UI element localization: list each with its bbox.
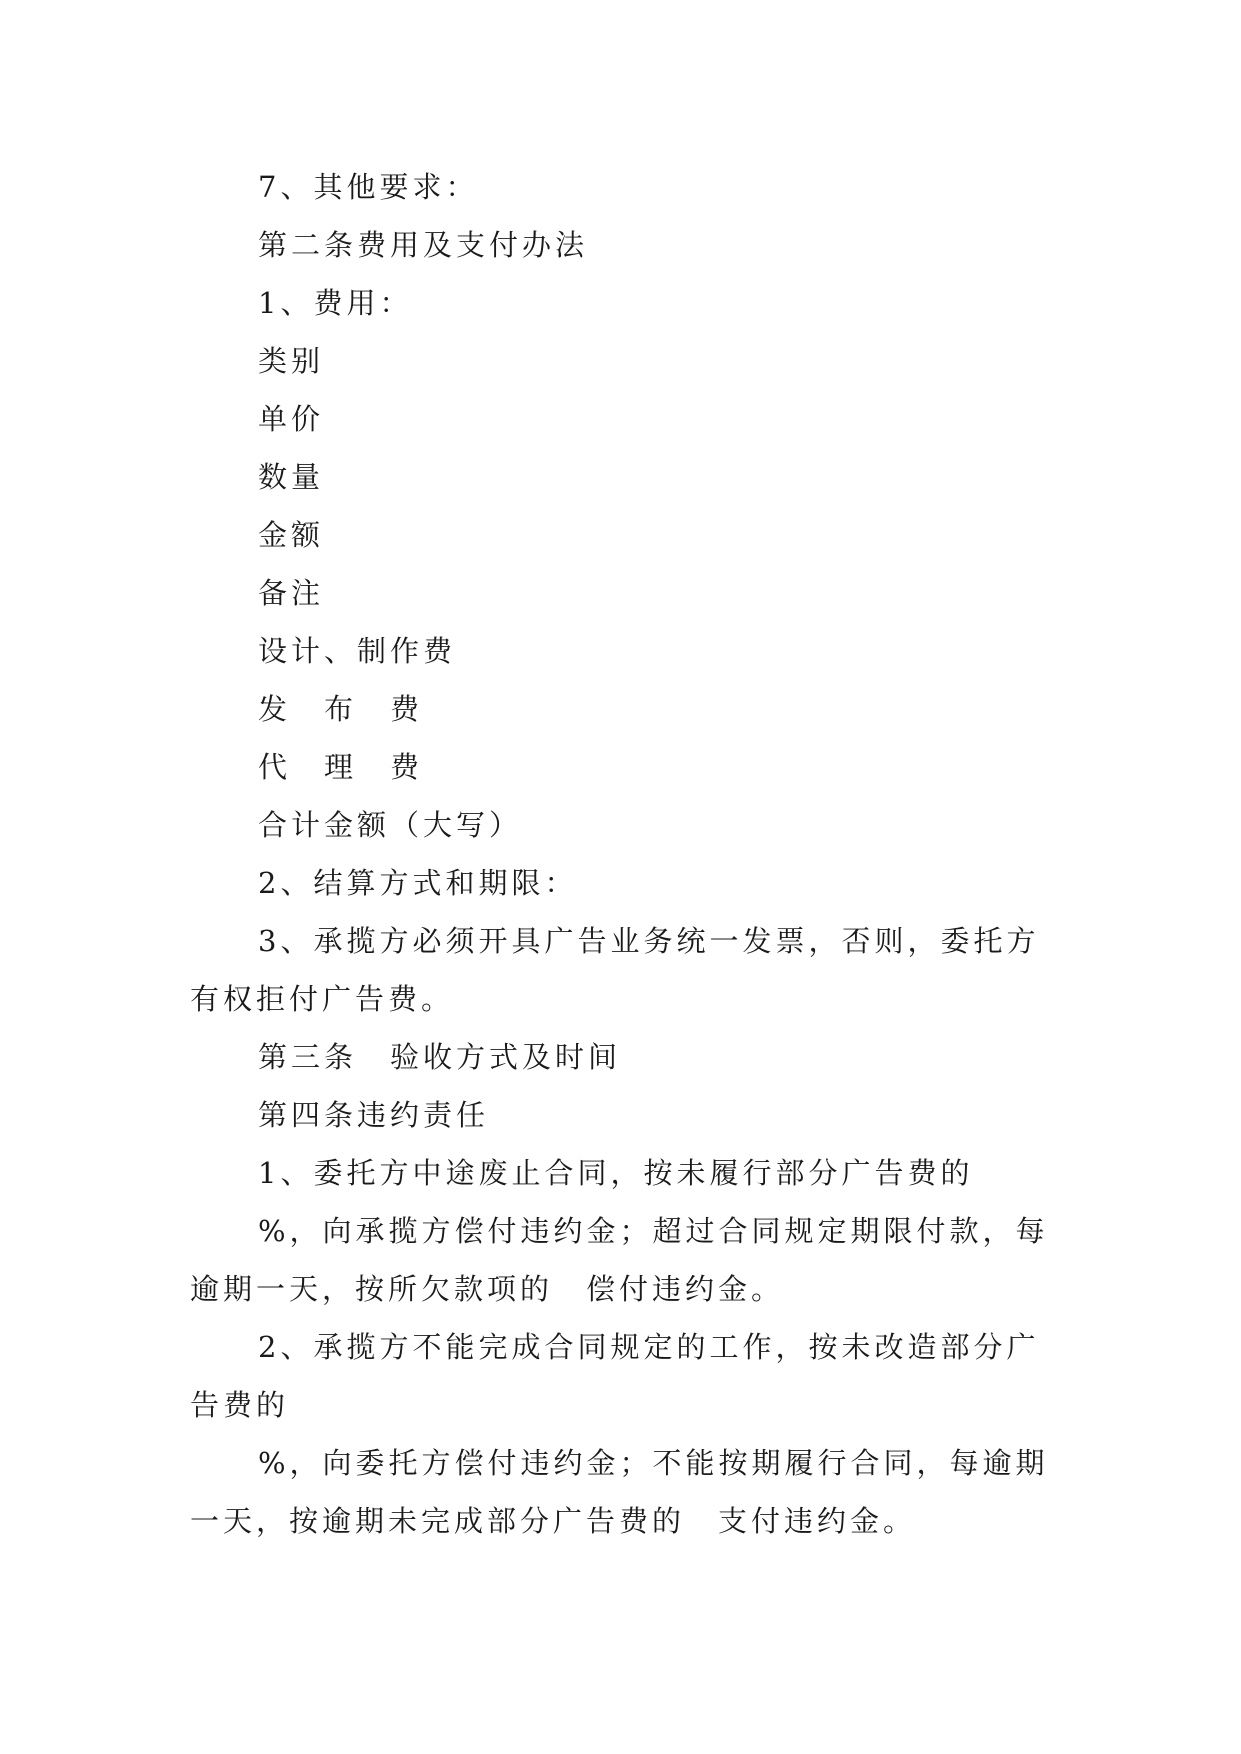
paragraph-breach-1-cont: %，向承揽方偿付违约金；超过合同规定期限付款，每逾期一天，按所欠款项的 偿付违约金。 bbox=[190, 1214, 1049, 1306]
fee-item-remarks: 备注 bbox=[258, 576, 325, 610]
fee-item-unit-price: 单价 bbox=[258, 402, 325, 436]
fee-item-total: 合计金额（大写） bbox=[258, 808, 523, 842]
heading-article-2: 第二条费用及支付办法 bbox=[258, 228, 589, 262]
fee-item-amount: 金额 bbox=[258, 518, 325, 552]
fee-item-agency: 代 理 费 bbox=[258, 750, 424, 784]
fee-item-design-production: 设计、制作费 bbox=[258, 634, 457, 668]
paragraph-breach-1: 1、委托方中途废止合同，按未履行部分广告费的 bbox=[258, 1156, 974, 1190]
paragraph-fees: 1、费用： bbox=[258, 286, 413, 320]
paragraph-settlement: 2、结算方式和期限： bbox=[258, 866, 578, 900]
document-body bbox=[190, 158, 1060, 1550]
paragraph-breach-2-cont: %，向委托方偿付违约金；不能按期履行合同，每逾期一天，按逾期未完成部分广告费的 支付违约金。 bbox=[190, 1446, 1049, 1538]
heading-article-3: 第三条 验收方式及时间 bbox=[258, 1040, 622, 1074]
paragraph-breach-2: 2、承揽方不能完成合同规定的工作，按未改造部分广告费的 bbox=[190, 1330, 1040, 1422]
paragraph-other-requirements: 7、其他要求： bbox=[258, 170, 479, 204]
fee-item-publishing: 发 布 费 bbox=[258, 692, 424, 726]
fee-item-category: 类别 bbox=[258, 344, 325, 378]
fee-item-quantity: 数量 bbox=[258, 460, 325, 494]
paragraph-invoice: 3、承揽方必须开具广告业务统一发票，否则，委托方有权拒付广告费。 bbox=[190, 924, 1040, 1016]
heading-article-4: 第四条违约责任 bbox=[258, 1098, 490, 1132]
